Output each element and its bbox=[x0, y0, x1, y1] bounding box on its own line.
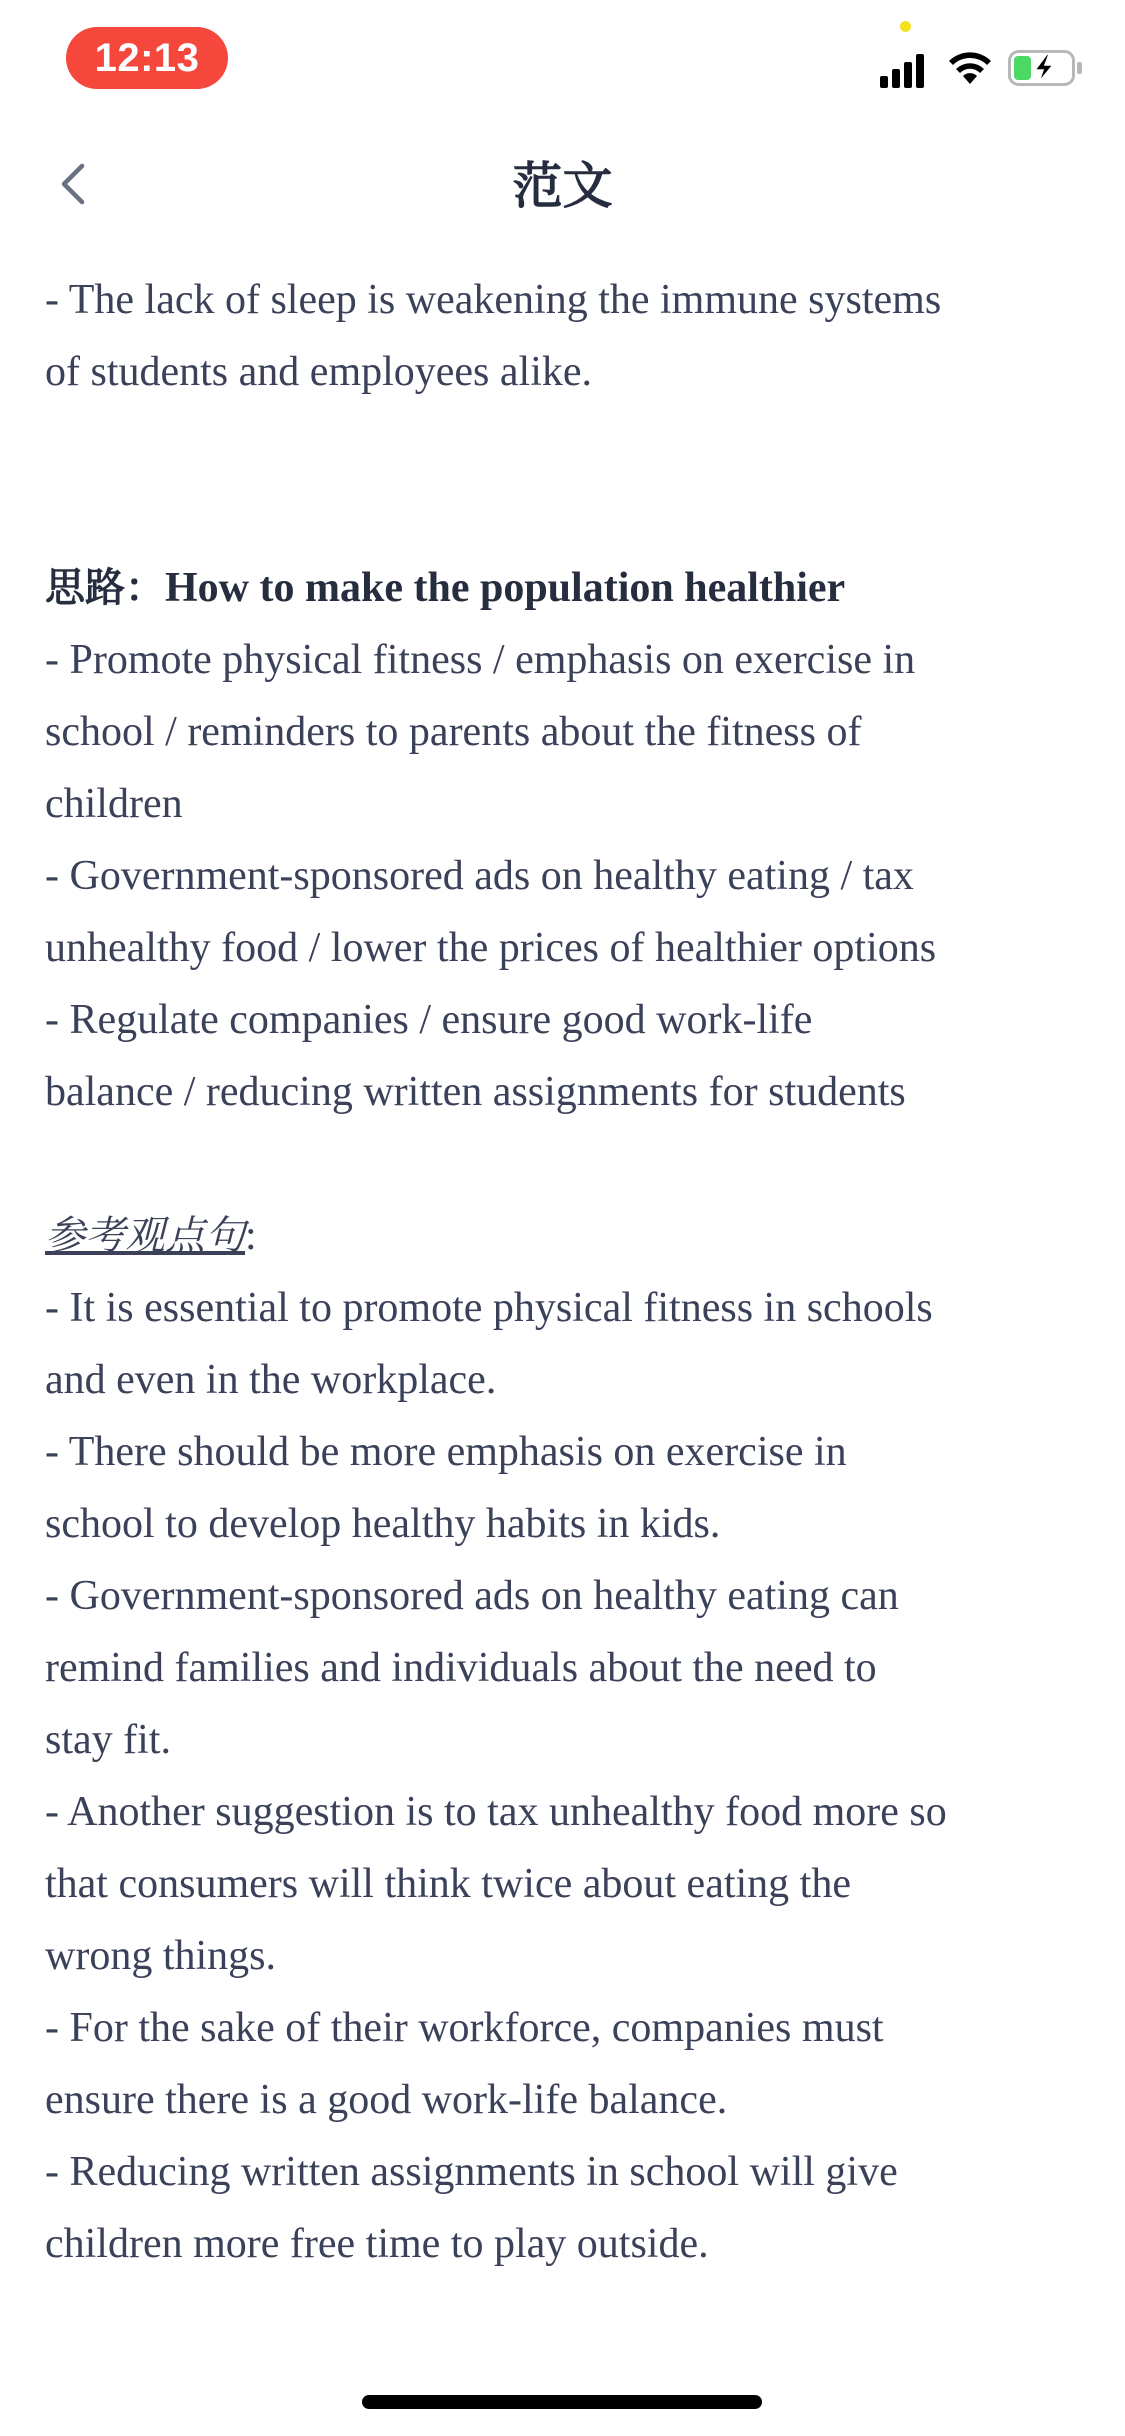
reference-line: stay fit. bbox=[45, 1717, 171, 1763]
status-bar bbox=[0, 0, 1125, 130]
mic-indicator-icon bbox=[900, 21, 911, 32]
idea-line: balance / reducing written assignments for students bbox=[45, 1069, 906, 1115]
back-button[interactable] bbox=[40, 148, 110, 218]
reference-line: that consumers will think twice about eating the bbox=[45, 1861, 851, 1907]
reference-heading-suffix: : bbox=[245, 1213, 257, 1259]
reference-line: - Reducing written assignments in school will give bbox=[45, 2149, 898, 2195]
reference-line: remind families and individuals about the need to bbox=[45, 1645, 877, 1691]
chevron-left-icon bbox=[58, 162, 86, 206]
intro-line: of students and employees alike. bbox=[45, 349, 593, 395]
spacer bbox=[45, 408, 1095, 552]
status-time[interactable]: 12:13 bbox=[66, 27, 228, 89]
reference-line: - There should be more emphasis on exercise in bbox=[45, 1429, 847, 1475]
reference-heading-label: 参考观点句 bbox=[45, 1213, 245, 1259]
reference-line: - Another suggestion is to tax unhealthy food more so bbox=[45, 1789, 947, 1835]
reference-line: - It is essential to promote physical fitness in schools bbox=[45, 1285, 933, 1331]
reference-line: ensure there is a good work-life balance. bbox=[45, 2077, 728, 2123]
signal-icon bbox=[880, 54, 926, 88]
idea-line: - Regulate companies / ensure good work-life bbox=[45, 997, 813, 1043]
idea-line: school / reminders to parents about the fitness of bbox=[45, 709, 862, 755]
reference-line: - Government-sponsored ads on healthy eating can bbox=[45, 1573, 899, 1619]
spacer bbox=[45, 1128, 1095, 1200]
section-heading-text: How to make the population healthier bbox=[165, 565, 846, 611]
reference-heading bbox=[45, 1200, 1095, 1272]
nav-bar bbox=[0, 130, 1125, 242]
reference-line: school to develop healthy habits in kids. bbox=[45, 1501, 721, 1547]
idea-line: unhealthy food / lower the prices of healthier options bbox=[45, 925, 937, 971]
reference-line: - For the sake of their workforce, companies must bbox=[45, 2005, 884, 2051]
idea-line: children bbox=[45, 781, 183, 827]
section-heading-prefix: 思路： bbox=[45, 565, 165, 611]
idea-line: - Government-sponsored ads on healthy eating / tax bbox=[45, 853, 914, 899]
reference-line: wrong things. bbox=[45, 1933, 276, 1979]
section-heading bbox=[45, 552, 1095, 624]
home-indicator[interactable] bbox=[362, 2395, 762, 2409]
page-title: 范文 bbox=[512, 157, 613, 215]
reference-line: children more free time to play outside. bbox=[45, 2221, 709, 2267]
wifi-icon bbox=[947, 48, 993, 86]
battery-charging-icon bbox=[1008, 50, 1084, 86]
idea-line: - Promote physical fitness / emphasis on exercise in bbox=[45, 637, 916, 683]
reference-line: and even in the workplace. bbox=[45, 1357, 497, 1403]
intro-line: - The lack of sleep is weakening the immune systems bbox=[45, 277, 942, 323]
essay-content[interactable] bbox=[45, 192, 1095, 2280]
